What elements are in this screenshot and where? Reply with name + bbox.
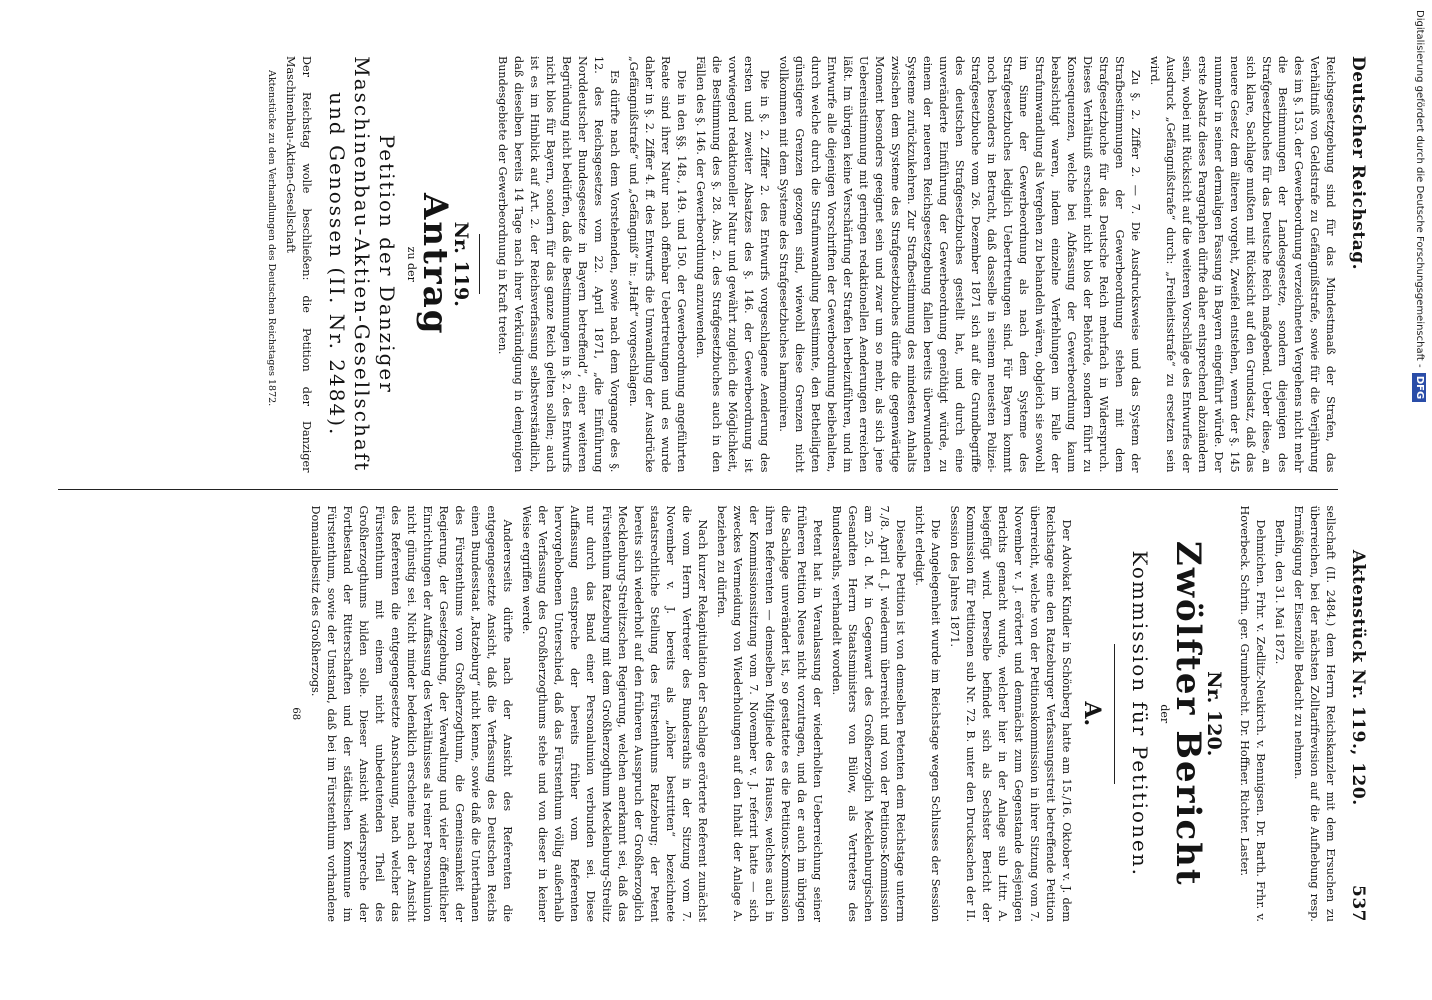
motion-heading [324,56,480,473]
left-column [58,56,1338,489]
left-paragraph: Die in §. 2. Ziffer 2. des Entwurfs vorgeschlagene Aenderung des ersten und zweiter Absatzes des §. 146. der Gewerbeordnung ist vorwiegend redaktioneller Natur und gewährt zugleich die Möglichkeit, die Bestimmung des §. 28. Abs. 2. des Strafgesetzbuches auch in den Fällen des §. 146. der Gewerbeordnung anzuwenden. [694,56,771,473]
signatures: Dehmichen. Frhr. v. Zedlitz-Neukirch. v. Bennigsen. Dr. Barth. Frhr. v. Hoverbeck. Schrin. ger. Grumbrecht. Dr. Hoffner. Richter. Laster. [1238,505,1267,922]
left-paragraph: Es dürfte nach dem Vorstehenden, sowie nach dem Vorgange des §. 12. des Reichsgesetzes vom 22. April 1871, „die Einführung Norddeutscher Bundesgesetze in Bayern betreffend“, einer weiteren Begründung nicht bedürfen, daß die Bestimmungen in §. 2. des Entwurfs nicht blos für Bayern, sondern für das ganze Reich gelten sollen; auch ist es im Hinblick auf Art. 2. der Reichsverfassung selbstverständlich, daß dieselben bereits 14 Tage nach ihrer Verkündigung in demjenigen Bundesgebiete der Gewerbeordnung in Kraft treten. [496,56,621,473]
left-paragraph: Reichsgesetzgebung sind für das Mindestmaaß der Strafen, das Verhältniß von Geldstrafe zu Gefängnißstrafe, sowie für die Verjährung des im §. 153. der Gewerbeordnung verzeichneten Vergehens nicht mehr die Bestimmungen der Landesgesetze, sondern diejenigen des Strafgesetzbuches für das Deutsche Reich maßgebend. Ueber diese, an sich klare, Sachlage mußten mit Rücksicht auf den Grundsatz, daß das neuere Gesetz dem älteren vorgeht, Zweifel entstehen, wenn der §. 145 nunmehr in seiner dermaligen Fassung in Bayern eingeführt würde. Der erste Absatz dieses Paragraphen dürfte daher entsprechend abzuändern sein, wobei mit Rücksicht auf die weiteren Vorschläge des Entwurfes der Ausdruck „Gefängnißstrafe“ durch: „Freiheitsstrafe“ zu ersetzen sein wird. [1148,56,1337,473]
left-paragraph: Die in den §§. 148., 149. und 150. der Gewerbeordnung angeführten Reate sind ihrer Natur nach offenbar Uebertretungen und es wurde daher in §. 2. Ziffer 4. ff. des Entwurfs die Umwandlung der Ausdrücke „Gefängnißstrafe“ und „Gefängniß“ in: „Haft“ vorgeschlagen. [627,56,688,473]
motion-number: Nr. 119. [450,221,472,307]
right-paragraph: Dieselbe Petition ist von demselben Petenten dem Reichstage unterm 7./8. April d. J. wiederum überreicht und von der Petitions-Kommission am 25. d. M. in Gegenwart des Großherzoglich Mecklenburgischen Gesandten Herrn Staatsministers von Bülow, als Vertreters des Bundesraths, verhandelt worden. [830,505,907,922]
right-paragraph: Der Advokat Kindler in Schönberg hatte am 15./16. Oktober v. J. dem Reichstage eine den Ratzeburger Verfassungsstreit betreffende Petition überreicht, welche von der Petitionskommission in ihrer Sitzung vom 7. November v. J. erörtert und demnächst zum Gegenstande desjenigen Berichts gemacht wurde, welcher hier in der Anlage sub Littr. A. beigefügt wird. Derselbe befindet sich als Sechster Bericht der Kommission für Petitionen sub Nr. 72. B. unter den Drucksachen der II. Session des Jahres 1871. [948,505,1073,922]
dateline: Berlin, den 31. Mai 1872. [1273,519,1286,665]
heading-rule [479,234,480,294]
right-paragraph: Petent hat in Veranlassung der wiederholten Ueberreichung seiner früheren Petition Neues nicht vorzutragen, und da er auch im übrigen die Sachlage unverändert ist, so gestattete es die Petitions-Kommission ihren Referenten — demselben Mitgliede des Hauses, welches auch in der Kommissionssitzung vom 7. November v. J. referirt hatte — sich zweckes Vermeidung von Wiederholungen auf den Inhalt der Anlage A. beziehen zu dürfen. [715,505,824,922]
running-head [1342,56,1368,922]
text-columns [58,56,1338,922]
right-paragraph: Die Angelegenheit wurde im Reichstage wegen Schlusses der Session nicht erledigt. [913,505,942,922]
dfg-logo: DFG [1412,373,1426,402]
heading-rule [1114,644,1115,784]
right-column [58,489,1338,923]
motion-subtitle: Petition der Danziger Maschinenbau-Aktien-Gesellschaft und Genossen (II. Nr. 2484). [325,56,399,473]
motion-text: Der Reichstag wolle beschließen: die Petition der Danziger Maschinenbau-Aktien-Gesellschaft [284,56,313,473]
right-paragraph: Nach kurzer Rekapitulation der Sachlage erörterte Referent zunächst die vom Herrn Vertreter des Bundesraths in der Sitzung vom 7. November v. J. bereits als „höher bestritten“ bezeichnete staatsrechtliche Stellung des Fürstenthums Ratzeburg; der Petent bereits sich wiederholt auf den früheren Ausspruch der Großherzoglich Mecklenburg-Strelitzschen Regierung, welchen anerkannt sei, daß das Fürstenthum Ratzeburg mit dem Großherzogthum Mecklenburg-Strelitz nur durch das Band einer Personalunion verbunden sei. Diese Auffassung entspreche der bereits früher vom Referenten hervorgehobenen Unterschied, daß das Fürstenthum völlig außerhalb der Verfassung des Großherzogthums stehe und von dieser in keiner Weise ergriffen werde. [520,505,709,922]
report-number: Nr. 120. [1203,671,1225,757]
motion-continuation: sellschaft (II. 2484.) dem Herrn Reichskanzler mit dem Ersuchen zu überreichen, bei der nächsten Zolltarifrevision auf die Aufhebung resp. Ermäßigung der Eisenzölle Bedacht zu nehmen. [1292,505,1337,922]
report-subtitle: Kommission für Petitionen. [1128,550,1152,877]
running-head-source: Deutscher Reichstag. [1348,56,1368,271]
motion-title: Antrag [415,192,455,336]
digitization-credit [1412,10,1426,990]
volume-footnote: Aktenstücke zu den Verhandlungen des Deutschen Reichstages 1872. [266,70,277,407]
right-paragraph: Andererseits dürfte nach der Ansicht des Referenten die entgegengesetzte Ansicht, daß die Verfassung des Deutschen Reichs einen Bundesstaat „Ratzeburg“ nicht kenne, sowie daß die Unterthanen des Fürstenthums vom Großherzogthum, die Gemeinsamkeit der Regierung, der Gesetzgebung, der Verwaltung und vieler öffentlicher Einrichtungen der Auffassung des Verhältnisses als reiner Personalunion nicht günstig sei. Nicht minder bedenklich erscheine nach der Ansicht des Referenten die entgegengesetzte Anschauung, nach welcher das Fürstenthum mit einem nicht unbedeutenden Theil des Großherzogthums bilden solle. Dieser Ansicht widerspreche der Fortbestand der Ritterschaften und der städtischen Kommune im Fürstenthum, sowie der Umstand, daß bei im Fürstenthum vorhandene Domanialbesitz des Großherzogs. [309,505,514,922]
running-head-title: Aktenstück Nr. 119., 120. [1348,549,1368,806]
report-title: Zwölfter Bericht [1168,540,1208,887]
motion-connector: zu der [405,246,418,282]
signature-mark: 68 [290,707,301,721]
left-paragraph: Zu §. 2. Ziffer 2. — 7. Die Ausdrucksweise und das System der Strafbestimmungen der Gewerbeordnung stehen mit dem Strafgesetzbuche für das Deutsche Reich mehrfach in Widerspruch. Dieses Verhältniß erscheint nicht blos der Behörde, sondern führt zu Konsequenzen, welche bei Abfassung der Gewerbeordnung kaum beabsichtigt waren, indem einzelne Verfehlungen im Falle der Strafumwandlung als Vergehen zu behandeln wären, obgleich sie sowohl im Sinne der Gewerbeordnung als nach dem Systeme des Strafgesetzbuches lediglich Uebertretungen sind. Für Bayern kommt noch besonders in Betracht, daß dasselbe in seinem neuesten Polizei-Strafgesetzbuche vom 26. Dezember 1871 sich auf die Grundbegriffe des deutschen Strafgesetzbuches gestellt hat, und durch eine unveränderte Einführung der Gewerbeordnung genöthigt würde, zu einem der neueren Reichsgesetzgebung fallen bereits überwundenen Systeme zurückzukehren. Zur Strafbestimmung des mindesten Anhalts zwischen dem Systeme des Strafgesetzbuches dürfte die gegenwärtige Moment besonders geeignet sein und zwar um so mehr, als sich jene Uebereinstimmung mit geringen redaktionellen Aenderungen erreichen läßt. Im übrigen keine Verschärfung der Strafen herbeizuführen, und im Entwurfe alle diejenigen Vorschriften der Gewerbeordnung beibehalten, durch welche durch die Strafumwandlung bestimmte, den Betheiligten günstigere Grenzen gezogen sind, wiewohl diese Grenzen nicht vollkommen mit dem Systeme des Strafgesetzbuches harmoniren. [777,56,1142,473]
report-heading [1079,506,1225,923]
credit-text: Digitalisierung gefördert durch die Deutsche Forschungsgemeinschaft - [1414,10,1425,368]
page-number: 537 [1348,885,1368,922]
section-letter: A. [1079,701,1105,727]
report-connector: der [1158,704,1171,724]
